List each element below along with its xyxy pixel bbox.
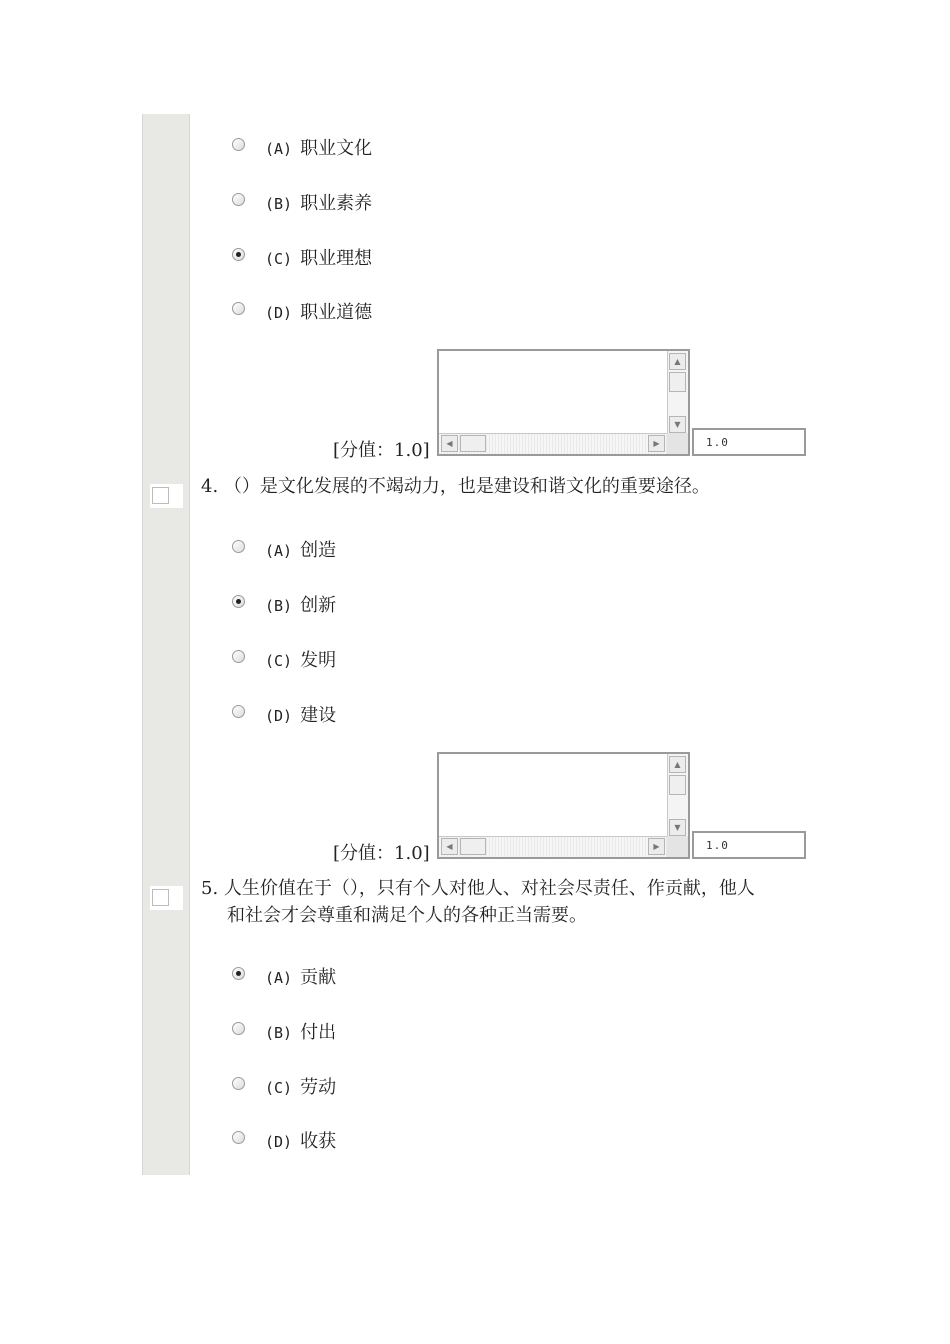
question-number: 4. [201, 476, 219, 497]
q3-option-b[interactable] [232, 190, 372, 214]
option-letter: (D) [265, 304, 293, 322]
q4-option-a[interactable] [232, 537, 336, 561]
q4-score-label: [分值：1.0] [333, 843, 430, 864]
q5-option-d[interactable] [232, 1128, 336, 1152]
radio-icon[interactable] [232, 1077, 245, 1090]
radio-icon[interactable] [232, 650, 245, 663]
vertical-scrollbar[interactable] [667, 351, 688, 435]
radio-icon[interactable] [232, 302, 245, 315]
radio-icon[interactable] [232, 540, 245, 553]
q5-flag[interactable] [150, 886, 183, 910]
scroll-right-icon[interactable]: ▶ [648, 838, 665, 855]
q5-question [201, 875, 755, 929]
scroll-right-icon[interactable]: ▶ [648, 435, 665, 452]
option-text: 贡献 [300, 967, 337, 988]
horizontal-scrollbar[interactable] [439, 836, 667, 857]
option-letter: (B) [265, 597, 293, 615]
scroll-left-icon[interactable]: ◀ [441, 838, 458, 855]
scroll-thumb[interactable] [669, 775, 686, 795]
option-text: 发明 [300, 650, 337, 671]
option-letter: (C) [265, 250, 293, 268]
q3-comment-textarea[interactable] [437, 349, 690, 456]
vertical-scrollbar[interactable] [667, 754, 688, 838]
radio-icon[interactable] [232, 138, 245, 151]
option-text: 创造 [300, 540, 337, 561]
q5-option-a[interactable] [232, 964, 336, 988]
q4-score-input[interactable]: 1.0 [692, 831, 806, 859]
q4-option-d[interactable] [232, 702, 336, 726]
question-text-line1: 人生价值在于（），只有个人对他人、对社会尽责任、作贡献，他人 [223, 878, 755, 899]
radio-icon[interactable] [232, 1131, 245, 1144]
q4-option-b[interactable] [232, 592, 336, 616]
question-number: 5. [201, 878, 219, 899]
option-letter: (C) [265, 1079, 293, 1097]
scroll-down-icon[interactable]: ▼ [669, 819, 686, 836]
option-text: 职业理想 [300, 248, 373, 269]
flag-checkbox[interactable] [152, 487, 169, 504]
option-letter: (B) [265, 195, 293, 213]
question-sidebar [142, 114, 190, 1175]
q4-comment-textarea[interactable] [437, 752, 690, 859]
option-letter: (B) [265, 1024, 293, 1042]
option-letter: (C) [265, 652, 293, 670]
question-text: （）是文化发展的不竭动力，也是建设和谐文化的重要途径。 [223, 476, 710, 497]
radio-icon[interactable] [232, 595, 245, 608]
option-text: 付出 [300, 1022, 337, 1043]
option-text: 职业道德 [300, 302, 373, 323]
flag-checkbox[interactable] [152, 889, 169, 906]
q4-flag[interactable] [150, 484, 183, 508]
scroll-thumb[interactable] [460, 435, 486, 452]
option-text: 职业素养 [300, 193, 373, 214]
question-text-line2: 和社会才会尊重和满足个人的各种正当需要。 [227, 905, 587, 926]
q3-option-c[interactable] [232, 245, 372, 269]
q3-option-a[interactable] [232, 135, 372, 159]
scroll-down-icon[interactable]: ▼ [669, 416, 686, 433]
scroll-up-icon[interactable]: ▲ [669, 756, 686, 773]
q5-option-b[interactable] [232, 1019, 336, 1043]
radio-icon[interactable] [232, 248, 245, 261]
option-text: 建设 [300, 705, 337, 726]
option-letter: (D) [265, 1133, 293, 1151]
radio-icon[interactable] [232, 1022, 245, 1035]
radio-icon[interactable] [232, 705, 245, 718]
scroll-thumb[interactable] [669, 372, 686, 392]
q3-score-input[interactable]: 1.0 [692, 428, 806, 456]
radio-icon[interactable] [232, 967, 245, 980]
option-text: 职业文化 [300, 138, 373, 159]
radio-icon[interactable] [232, 193, 245, 206]
scroll-corner [667, 433, 688, 454]
option-letter: (D) [265, 707, 293, 725]
option-letter: (A) [265, 140, 293, 158]
scroll-left-icon[interactable]: ◀ [441, 435, 458, 452]
q3-option-d[interactable] [232, 299, 372, 323]
option-text: 收获 [300, 1131, 337, 1152]
option-letter: (A) [265, 542, 293, 560]
q3-score-label: [分值：1.0] [333, 440, 430, 461]
q4-question [201, 473, 710, 500]
scroll-up-icon[interactable]: ▲ [669, 353, 686, 370]
q5-option-c[interactable] [232, 1074, 336, 1098]
scroll-thumb[interactable] [460, 838, 486, 855]
q4-option-c[interactable] [232, 647, 336, 671]
option-text: 创新 [300, 595, 337, 616]
option-text: 劳动 [300, 1077, 337, 1098]
horizontal-scrollbar[interactable] [439, 433, 667, 454]
scroll-corner [667, 836, 688, 857]
option-letter: (A) [265, 969, 293, 987]
